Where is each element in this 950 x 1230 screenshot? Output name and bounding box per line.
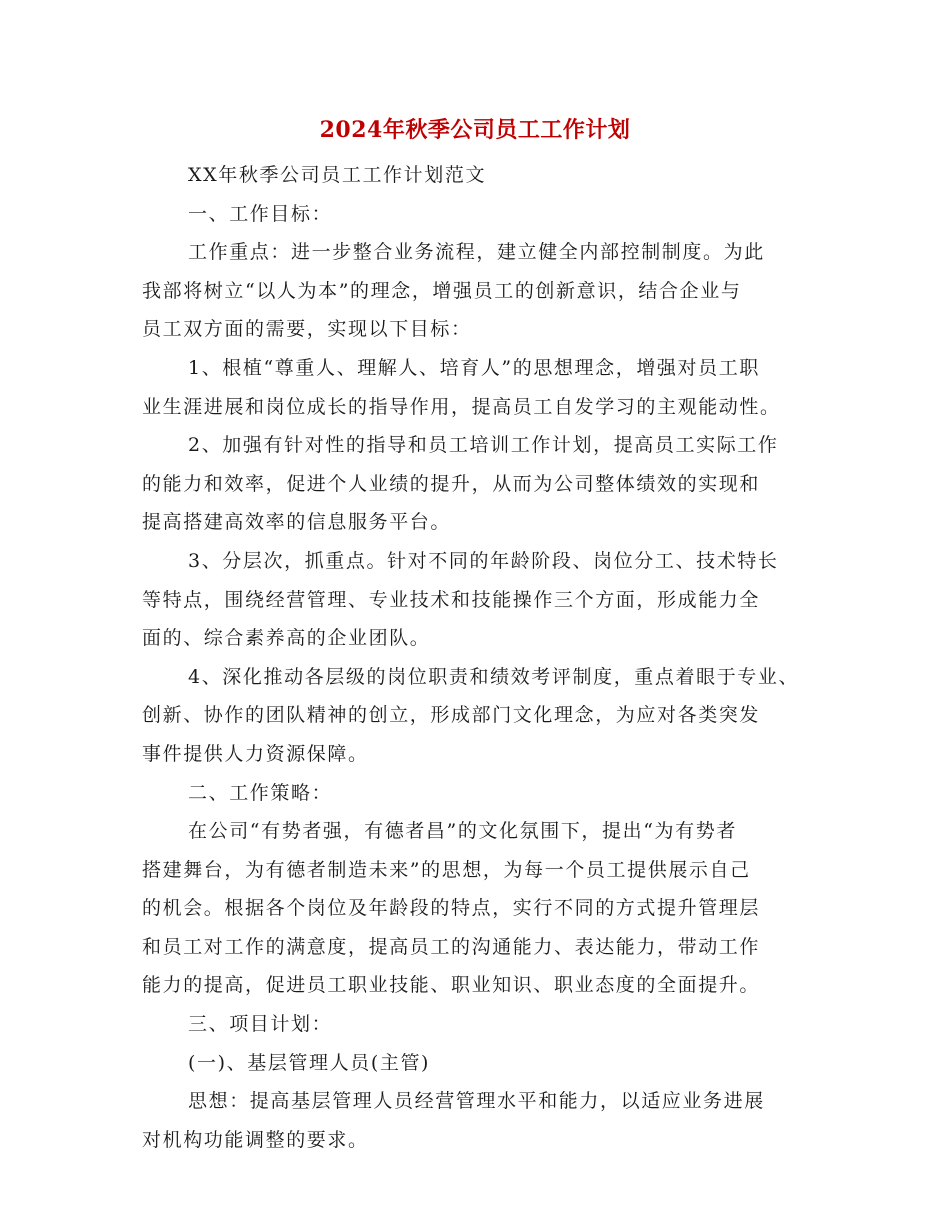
paragraph-line: 对机构功能调整的要求。 [142,1128,369,1151]
document-body [142,156,832,1159]
paragraph-line: 4、深化推动各层级的岗位职责和绩效考评制度，重点着眼于专业、 [188,665,800,688]
paragraph-line: 二、工作策略： [188,781,333,804]
paragraph-line: 1、根植“尊重人、理解人、培育人”的思想理念，增强对员工职 [188,356,760,379]
paragraph-line: 三、项目计划： [188,1013,333,1036]
paragraph-line: 创新、协作的团队精神的创立，形成部门文化理念，为应对各类突发 [142,704,761,727]
paragraph-line: 提高搭建高效率的信息服务平台。 [142,511,452,534]
paragraph-line: 3、分层次，抓重点。针对不同的年龄阶段、岗位分工、技术特长 [188,549,779,572]
paragraph-line: 搭建舞台，为有德者制造未来”的思想，为每一个员工提供展示自己 [142,858,751,881]
paragraph-line: XX年秋季公司员工工作计划范文 [188,164,487,186]
paragraph-line: 思想：提高基层管理人员经营管理水平和能力，以适应业务进展 [188,1090,765,1113]
paragraph-line: 我部将树立“以人为本”的理念，增强员工的创新意识，结合企业与 [142,279,742,302]
paragraph-line: 在公司“有势者强，有德者昌”的文化氛围下，提出“为有势者 [188,820,737,843]
paragraph-line: 的机会。根据各个岗位及年龄段的特点，实行不同的方式提升管理层 [142,897,761,920]
paragraph-line: 业生涯进展和岗位成长的指导作用，提高员工自发学习的主观能动性。 [142,395,781,418]
paragraph-line: 面的、综合素养高的企业团队。 [142,627,431,650]
paragraph-line: 等特点，围绕经营管理、专业技术和技能操作三个方面，形成能力全 [142,588,761,611]
paragraph-line: 员工双方面的需要，实现以下目标： [142,318,472,341]
document-title: 2024年秋季公司员工工作计划 [319,117,631,143]
paragraph-line: 事件提供人力资源保障。 [142,742,369,765]
paragraph-line: 2、加强有针对性的指导和员工培训工作计划，提高员工实际工作 [188,434,779,457]
paragraph-line: 一、工作目标： [188,202,333,225]
paragraph-line: 能力的提高，促进员工职业技能、职业知识、职业态度的全面提升。 [142,974,761,997]
paragraph-line: (一)、基层管理人员(主管) [188,1051,431,1074]
paragraph-line: 和员工对工作的满意度，提高员工的沟通能力、表达能力，带动工作 [142,935,761,958]
paragraph-line: 的能力和效率，促进个人业绩的提升，从而为公司整体绩效的实现和 [142,472,761,495]
paragraph-line: 工作重点：进一步整合业务流程，建立健全内部控制制度。为此 [188,241,765,264]
